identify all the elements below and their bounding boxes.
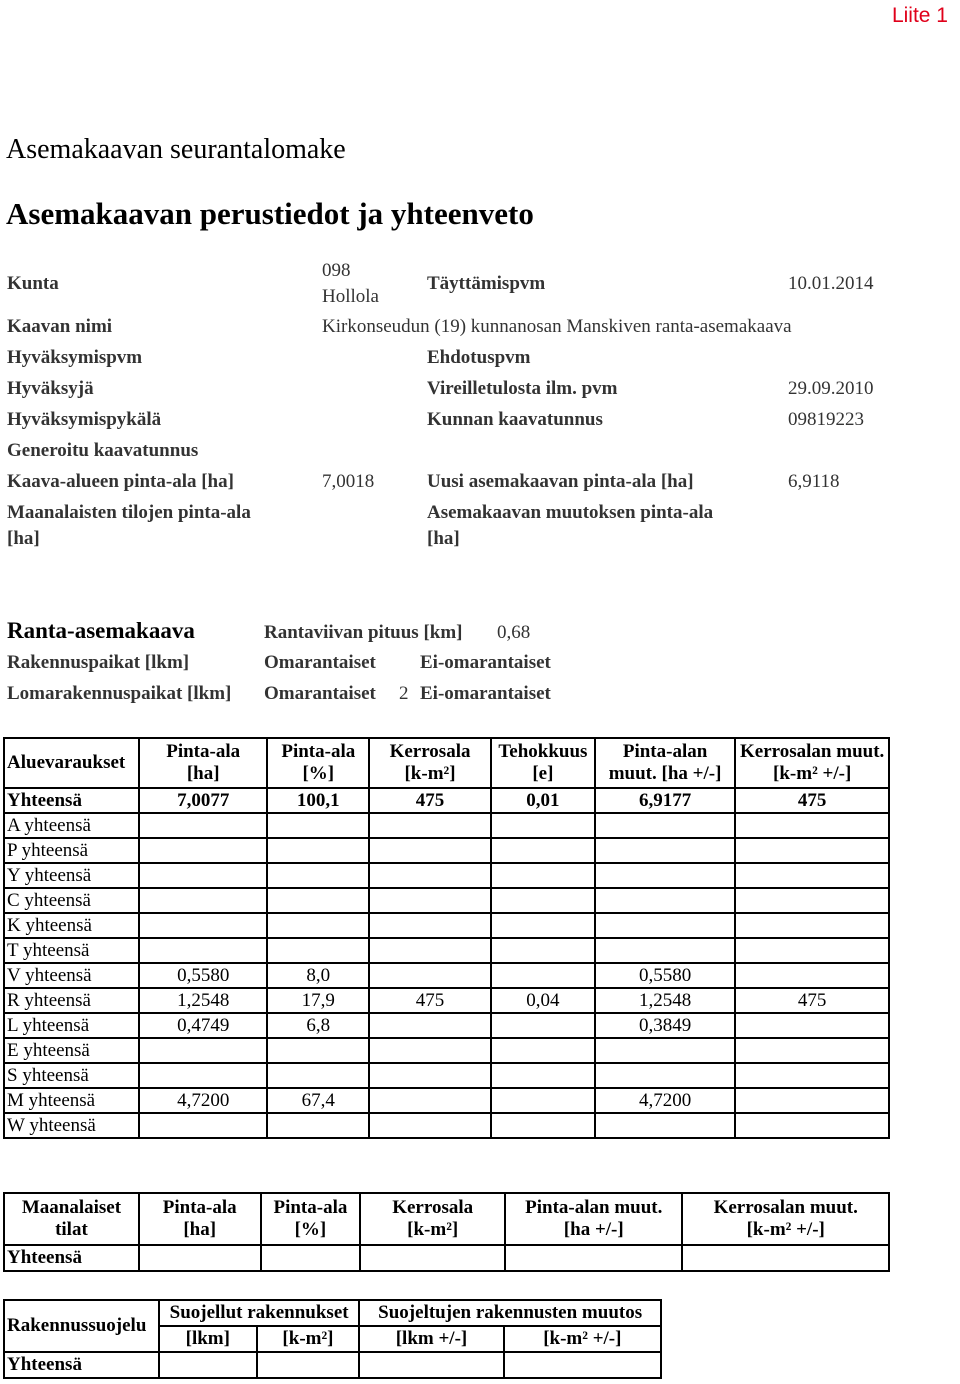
header-line: Pinta-ala <box>162 1197 237 1218</box>
header-line: [ha] <box>183 1219 217 1240</box>
table-cell: 475 <box>369 988 491 1013</box>
table-cell <box>735 913 889 938</box>
header-cell <box>491 738 595 788</box>
header-cell: Aluevaraukset <box>4 738 139 788</box>
table-cell <box>139 863 268 888</box>
table-cell <box>595 913 735 938</box>
table-cell: 475 <box>369 788 491 813</box>
hyvaksymispvm-label: Hyväksymispvm <box>7 347 143 368</box>
table-cell <box>595 813 735 838</box>
row-label: K yhteensä <box>4 913 139 938</box>
row-label: P yhteensä <box>4 838 139 863</box>
table-row <box>4 988 889 1013</box>
table-cell <box>139 838 268 863</box>
kaavan-nimi-label: Kaavan nimi <box>7 316 113 337</box>
header-cell: [k-m²] <box>257 1326 360 1352</box>
table-cell <box>369 888 491 913</box>
table-cell <box>369 863 491 888</box>
header-line: Maanalaiset <box>21 1197 122 1218</box>
table-cell <box>369 1113 491 1138</box>
table-cell <box>257 1352 360 1378</box>
header-line: tilat <box>55 1219 88 1240</box>
table-cell: 0,5580 <box>595 963 735 988</box>
kunta-name: Hollola <box>322 286 379 307</box>
table-cell <box>267 813 369 838</box>
table-cell <box>735 1088 889 1113</box>
row-label: A yhteensä <box>4 813 139 838</box>
header-line: Kerrosala <box>392 1197 474 1218</box>
vireilletulo-value: 29.09.2010 <box>788 378 874 399</box>
table-cell <box>139 1113 268 1138</box>
row-label: C yhteensä <box>4 888 139 913</box>
table-cell <box>735 813 889 838</box>
row-label: W yhteensä <box>4 1113 139 1138</box>
row-label: V yhteensä <box>4 963 139 988</box>
header-cell <box>735 738 889 788</box>
header-line: Pinta-ala <box>273 1197 348 1218</box>
lomarakennuspaikat-ei-omarantaiset: Ei-omarantaiset <box>420 683 551 704</box>
table-cell <box>595 938 735 963</box>
header-row <box>4 1300 661 1326</box>
table-cell: 0,04 <box>491 988 595 1013</box>
ehdotuspvm-label: Ehdotuspvm <box>427 347 531 368</box>
maanalaiset-table <box>3 1192 890 1272</box>
rakennuspaikat-ei-omarantaiset: Ei-omarantaiset <box>420 652 551 673</box>
table-row <box>4 1013 889 1038</box>
aluevaraukset-table <box>3 737 890 1139</box>
table-cell <box>369 938 491 963</box>
table-row <box>4 788 889 813</box>
row-label: L yhteensä <box>4 1013 139 1038</box>
table-cell <box>735 888 889 913</box>
row-label: T yhteensä <box>4 938 139 963</box>
table-cell: 6,9177 <box>595 788 735 813</box>
header-line: Kerrosala <box>389 741 471 762</box>
uusi-pinta-ala-label: Uusi asemakaavan pinta-ala [ha] <box>427 471 694 492</box>
row-label: E yhteensä <box>4 1038 139 1063</box>
table-cell <box>595 863 735 888</box>
muutos-label-line2: [ha] <box>427 528 460 549</box>
table-cell: 1,2548 <box>139 988 268 1013</box>
lomarakennuspaikat-omarantaiset-value: 2 <box>399 683 409 704</box>
header-line: Kerrosalan muut. <box>740 741 885 762</box>
table-cell <box>139 938 268 963</box>
table-cell <box>261 1245 361 1271</box>
header-group: Suojeltujen rakennusten muutos <box>359 1300 661 1326</box>
header-line: muut. [ha +/-] <box>608 763 722 784</box>
table-cell <box>595 838 735 863</box>
table-cell <box>139 913 268 938</box>
kunta-label: Kunta <box>7 273 59 294</box>
rakennussuojelu-table <box>3 1299 662 1379</box>
table-cell <box>682 1245 889 1271</box>
table-cell <box>504 1352 661 1378</box>
table-cell: 0,01 <box>491 788 595 813</box>
table-cell <box>369 1063 491 1088</box>
header-cell <box>682 1193 889 1245</box>
table-cell <box>491 1013 595 1038</box>
row-label: Yhteensä <box>4 1352 159 1378</box>
table-cell <box>139 1038 268 1063</box>
header-cell <box>261 1193 361 1245</box>
lomarakennuspaikat-omarantaiset: Omarantaiset <box>264 683 376 704</box>
table-row <box>4 1113 889 1138</box>
header-line: [%] <box>302 763 335 784</box>
table-cell <box>139 1063 268 1088</box>
header-cell <box>595 738 735 788</box>
header-line: [k-m² +/-] <box>746 1219 825 1240</box>
table-cell <box>139 1245 261 1271</box>
header-line: [k-m²] <box>404 763 456 784</box>
table-cell: 4,7200 <box>595 1088 735 1113</box>
table-cell: 17,9 <box>267 988 369 1013</box>
table-row <box>4 1038 889 1063</box>
table-cell <box>735 838 889 863</box>
tayttamispvm-label: Täyttämispvm <box>427 273 546 294</box>
table-cell <box>491 913 595 938</box>
header-line: Pinta-alan muut. <box>525 1197 663 1218</box>
table-row <box>4 1088 889 1113</box>
table-cell: 8,0 <box>267 963 369 988</box>
table-cell <box>595 1063 735 1088</box>
row-label: Y yhteensä <box>4 863 139 888</box>
header-line: Pinta-ala <box>166 741 241 762</box>
form-title: Asemakaavan seurantalomake <box>6 134 346 165</box>
kaavatunnus-label: Kunnan kaavatunnus <box>427 409 603 430</box>
table-row <box>4 1063 889 1088</box>
table-cell: 4,7200 <box>139 1088 268 1113</box>
table-row <box>4 813 889 838</box>
header-line: [%] <box>294 1219 327 1240</box>
table-cell: 1,2548 <box>595 988 735 1013</box>
header-line: [k-m² +/-] <box>773 763 852 784</box>
table-cell <box>735 963 889 988</box>
header-cell <box>267 738 369 788</box>
table-cell <box>359 1352 503 1378</box>
table-cell <box>735 938 889 963</box>
header-line: [ha +/-] <box>563 1219 624 1240</box>
table-cell: 475 <box>735 788 889 813</box>
table-cell <box>267 938 369 963</box>
kaavatunnus-value: 09819223 <box>788 409 864 430</box>
tayttamispvm-value: 10.01.2014 <box>788 273 874 294</box>
header-line: Pinta-alan <box>622 741 708 762</box>
header-cell <box>505 1193 682 1245</box>
table-cell <box>360 1245 505 1271</box>
uusi-pinta-ala-value: 6,9118 <box>788 471 840 492</box>
table-cell <box>595 1113 735 1138</box>
header-cell <box>4 1193 139 1245</box>
table-cell <box>735 1038 889 1063</box>
table-cell <box>505 1245 682 1271</box>
kaavan-nimi-value: Kirkonseudun (19) kunnanosan Manskiven ranta-asemakaava <box>322 316 792 337</box>
table-cell <box>267 888 369 913</box>
table-cell <box>267 1113 369 1138</box>
table-cell <box>369 813 491 838</box>
table-cell <box>491 888 595 913</box>
table-cell <box>369 913 491 938</box>
table-cell <box>491 813 595 838</box>
table-cell: 7,0077 <box>139 788 268 813</box>
maanalaiset-label-line1: Maanalaisten tilojen pinta-ala <box>7 502 251 523</box>
header-cell: Rakennussuojelu <box>4 1300 159 1352</box>
header-row <box>4 738 889 788</box>
attachment-label: Liite 1 <box>891 4 948 27</box>
header-line: [k-m²] <box>407 1219 459 1240</box>
table-cell <box>491 1088 595 1113</box>
table-cell: 0,3849 <box>595 1013 735 1038</box>
kaava-alue-value: 7,0018 <box>322 471 375 492</box>
kunta-code: 098 <box>322 260 351 281</box>
table-cell <box>491 838 595 863</box>
rakennuspaikat-omarantaiset: Omarantaiset <box>264 652 376 673</box>
table-row <box>4 938 889 963</box>
table-row <box>4 913 889 938</box>
table-row <box>4 1352 661 1378</box>
row-label: Yhteensä <box>4 1245 139 1271</box>
header-row <box>4 1193 889 1245</box>
row-label: M yhteensä <box>4 1088 139 1113</box>
section-title: Asemakaavan perustiedot ja yhteenveto <box>6 196 534 231</box>
table-cell <box>595 888 735 913</box>
table-cell <box>735 1013 889 1038</box>
table-cell <box>491 938 595 963</box>
kaava-alue-label: Kaava-alueen pinta-ala [ha] <box>7 471 234 492</box>
table-row <box>4 963 889 988</box>
table-cell <box>491 963 595 988</box>
header-cell <box>139 1193 261 1245</box>
header-cell: [k-m² +/-] <box>504 1326 661 1352</box>
table-cell <box>369 1038 491 1063</box>
table-cell <box>139 813 268 838</box>
table-cell <box>595 1038 735 1063</box>
header-group: Suojellut rakennukset <box>159 1300 359 1326</box>
header-line: [ha] <box>186 763 220 784</box>
table-cell <box>369 1088 491 1113</box>
header-cell: [lkm +/-] <box>359 1326 503 1352</box>
row-label: R yhteensä <box>4 988 139 1013</box>
header-cell: [lkm] <box>159 1326 257 1352</box>
table-cell <box>735 1063 889 1088</box>
table-cell <box>369 838 491 863</box>
table-cell <box>139 888 268 913</box>
table-cell <box>369 963 491 988</box>
table-cell: 6,8 <box>267 1013 369 1038</box>
table-cell: 100,1 <box>267 788 369 813</box>
header-cell <box>360 1193 505 1245</box>
table-cell <box>369 1013 491 1038</box>
rantaviiva-label: Rantaviivan pituus [km] <box>264 622 463 643</box>
table-cell <box>735 863 889 888</box>
hyvaksymispykala-label: Hyväksymispykälä <box>7 409 162 430</box>
table-cell <box>491 863 595 888</box>
rakennuspaikat-label: Rakennuspaikat [lkm] <box>7 652 190 673</box>
table-row <box>4 863 889 888</box>
table-cell <box>267 913 369 938</box>
vireilletulo-label: Vireilletulosta ilm. pvm <box>427 378 618 399</box>
generoitu-kaavatunnus-label: Generoitu kaavatunnus <box>7 440 199 461</box>
maanalaiset-label-line2: [ha] <box>7 528 40 549</box>
table-cell: 67,4 <box>267 1088 369 1113</box>
table-cell <box>159 1352 257 1378</box>
table-cell: 0,4749 <box>139 1013 268 1038</box>
table-row <box>4 838 889 863</box>
table-cell: 475 <box>735 988 889 1013</box>
table-row <box>4 888 889 913</box>
header-line: Tehokkuus <box>498 741 588 762</box>
table-cell <box>267 1063 369 1088</box>
table-cell <box>491 1038 595 1063</box>
ranta-title: Ranta-asemakaava <box>7 618 195 643</box>
rantaviiva-value: 0,68 <box>497 622 531 643</box>
header-line: Pinta-ala <box>281 741 356 762</box>
row-label: Yhteensä <box>4 788 139 813</box>
table-cell <box>267 838 369 863</box>
hyvaksyja-label: Hyväksyjä <box>7 378 94 399</box>
table-cell <box>267 1038 369 1063</box>
muutos-label-line1: Asemakaavan muutoksen pinta-ala <box>427 502 714 523</box>
header-line: [e] <box>532 763 554 784</box>
table-cell <box>491 1063 595 1088</box>
header-line: Kerrosalan muut. <box>713 1197 858 1218</box>
row-label: S yhteensä <box>4 1063 139 1088</box>
table-row <box>4 1245 889 1271</box>
header-cell <box>139 738 268 788</box>
lomarakennuspaikat-label: Lomarakennuspaikat [lkm] <box>7 683 232 704</box>
header-cell <box>369 738 491 788</box>
table-cell <box>267 863 369 888</box>
table-cell: 0,5580 <box>139 963 268 988</box>
table-cell <box>735 1113 889 1138</box>
table-cell <box>491 1113 595 1138</box>
